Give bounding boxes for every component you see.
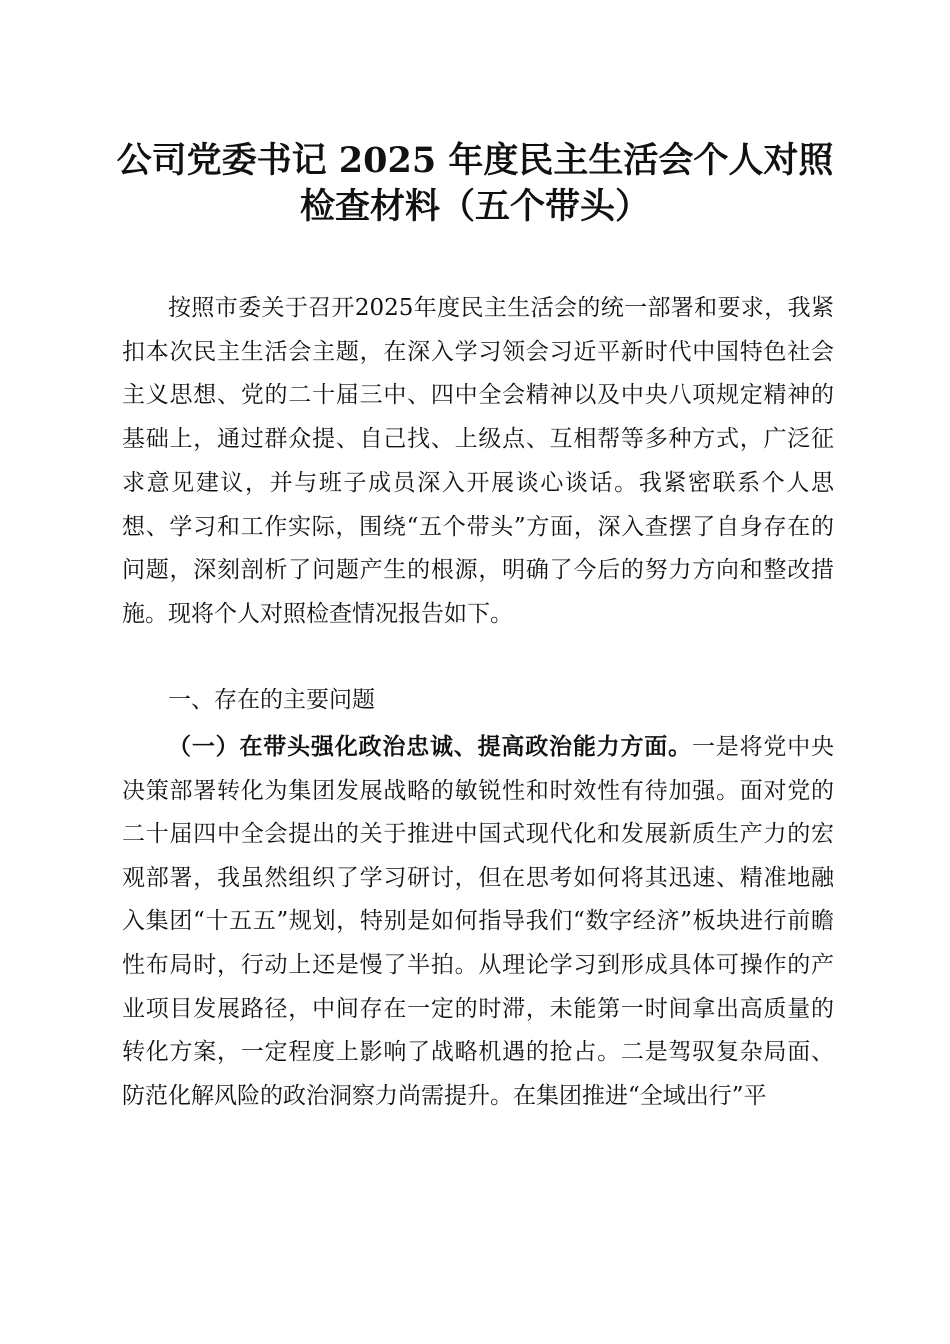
intro-paragraph: 按照市委关于召开2025年度民主生活会的统一部署和要求，我紧扣本次民主生活会主题，在深入学习领会习近平新时代中国特色社会主义思想、党的二十届三中、四中全会精神以及中央八项规定精神的基础上，通过群众提、自己找、上级点、互相帮等多种方式，广泛征求意见建议，并与班子成员深入开展谈心谈话。我紧密联系个人思想、学习和工作实际，围绕“五个带头”方面，深入查摆了自身存在的问题，深刻剖析了问题产生的根源，明确了今后的努力方向和整改措施。现将个人对照检查情况报告如下。 (122, 295, 834, 627)
document-title-line-1: 公司党委书记 2025 年度民主生活会个人对照 (116, 140, 834, 181)
subsection-body: 一是将党中央决策部署转化为集团发展战略的敏锐性和时效性有待加强。面对党的二十届四中全会提出的关于推进中国式现代化和发展新质生产力的宏观部署，我虽然组织了学习研讨，但在思考如何将其迅速、精准地融入集团“十五五”规划，特别是如何指导我们“数字经济”板块进行前瞻性布局时，行动上还是慢了半拍。从理论学习到形成具体可操作的产业项目发展路径，中间存在一定的时滞，未能第一时间拿出高质量的转化方案，一定程度上影响了战略机遇的抢占。二是驾驭复杂局面、防范化解风险的政治洞察力尚需提升。在集团推进“全域出行”平 (122, 734, 835, 1109)
subsection-paragraph-political-loyalty (122, 726, 834, 1118)
section-heading-main-problems: 一、存在的主要问题 (168, 687, 375, 713)
subsection-lead: （一）在带头强化政治忠诚、提高政治能力方面。 (168, 734, 692, 760)
document-title-line-2: 检查材料（五个带头） (299, 186, 650, 227)
